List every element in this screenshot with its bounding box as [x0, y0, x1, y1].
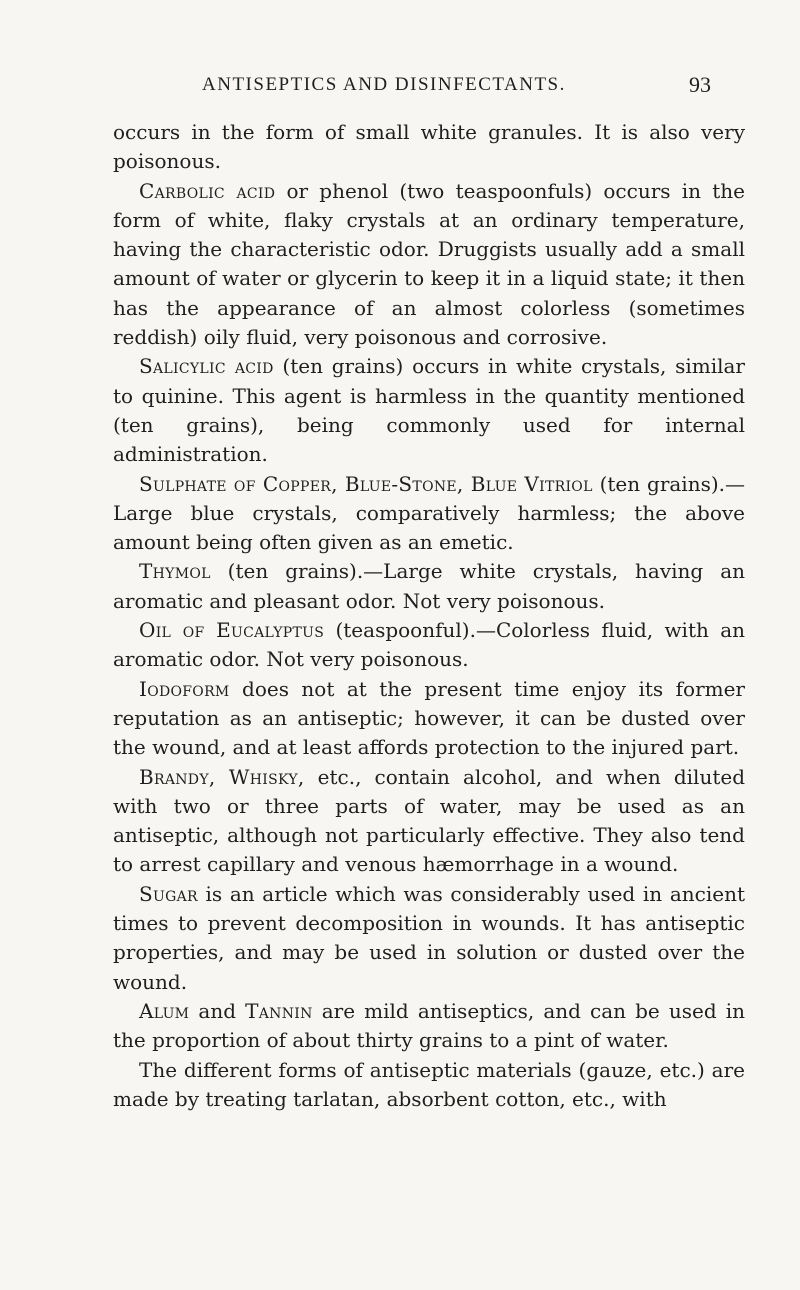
- paragraph-text: etc., contain alcohol, and when diluted with two or three parts of water, may be used as an antiseptic, although not particularly effective. They also tend to arrest capillary and venous hæmorrhage in a wound.: [113, 764, 745, 877]
- paragraph-sulphate-of-copper: [113, 470, 745, 558]
- running-title: ANTISEPTICS AND DISINFECTANTS.: [202, 74, 566, 95]
- paragraph-continuation: [113, 118, 745, 177]
- term-carbolic-acid: Carbolic acid: [139, 178, 276, 203]
- paragraph-salicylic-acid: [113, 352, 745, 469]
- paragraph-text: The different forms of antiseptic materials (gauze, etc.) are made by treating tarlatan, absorbent cotton, etc., with: [113, 1057, 745, 1111]
- paragraph-alum-tannin: [113, 997, 745, 1056]
- paragraph-oil-of-eucalyptus: [113, 616, 745, 675]
- body-text: [113, 118, 745, 1114]
- paragraph-text: and: [189, 998, 246, 1023]
- term-salicylic-acid: Salicylic acid: [139, 354, 274, 379]
- term-oil-of-eucalyptus: Oil of Eucalyptus: [139, 618, 325, 643]
- paragraph-text: occurs in the form of small white granules. It is also very poisonous.: [113, 120, 745, 174]
- paragraph-iodoform: [113, 675, 745, 763]
- paragraph-carbolic-acid: [113, 177, 745, 353]
- paragraph-text: or phenol (two teaspoonfuls) occurs in the form of white, flaky crystals at an ordinary temperature, having the characteristic odor. Druggists usually add a small amount of water or glycerin to keep it in a liquid state; it then has the appearance of an almost colorless (sometimes reddish) oily fluid, very poisonous and corrosive.: [113, 178, 745, 350]
- term-alum: Alum: [139, 998, 190, 1023]
- page-number: 93: [689, 72, 711, 97]
- paragraph-brandy-whisky: [113, 763, 745, 880]
- term-sugar: Sugar: [139, 881, 198, 906]
- paragraph-text: (ten grains).—Large blue crystals, comparatively harmless; the above amount being often given as an emetic.: [113, 471, 745, 555]
- page-header: [0, 74, 800, 104]
- term-brandy-whisky: Brandy, Whisky,: [139, 764, 305, 789]
- paragraph-text: are mild antiseptics, and can be used in the proportion of about thirty grains to a pint of water.: [113, 998, 746, 1053]
- paragraph-text: (ten grains).—Large white crystals, having an aromatic and pleasant odor. Not very poisonous.: [113, 559, 745, 613]
- paragraph-antiseptic-materials: [113, 1056, 745, 1115]
- paragraph-text: is an article which was considerably used in ancient times to prevent decomposition in wounds. It has antiseptic properties, and may be used in solution or dusted over the wound.: [113, 881, 745, 994]
- paragraph-text: does not at the present time enjoy its former reputation as an antiseptic; however, it can be dusted over the wound, and at least affords protection to the injured part.: [113, 676, 745, 760]
- term-tannin: Tannin: [245, 998, 313, 1023]
- paragraph-thymol: [113, 557, 745, 616]
- term-sulphate-of-copper: Sulphate of Copper, Blue-Stone, Blue Vitriol: [139, 471, 593, 496]
- paragraph-sugar: [113, 880, 745, 997]
- term-iodoform: Iodoform: [139, 676, 230, 701]
- paragraph-text: (ten grains) occurs in white crystals, similar to quinine. This agent is harmless in the quantity mentioned (ten grains), being commonly used for internal administration.: [113, 354, 745, 467]
- term-thymol: Thymol: [139, 559, 211, 584]
- paragraph-text: (teaspoonful).—Colorless fluid, with an aromatic odor. Not very poisonous.: [113, 618, 745, 672]
